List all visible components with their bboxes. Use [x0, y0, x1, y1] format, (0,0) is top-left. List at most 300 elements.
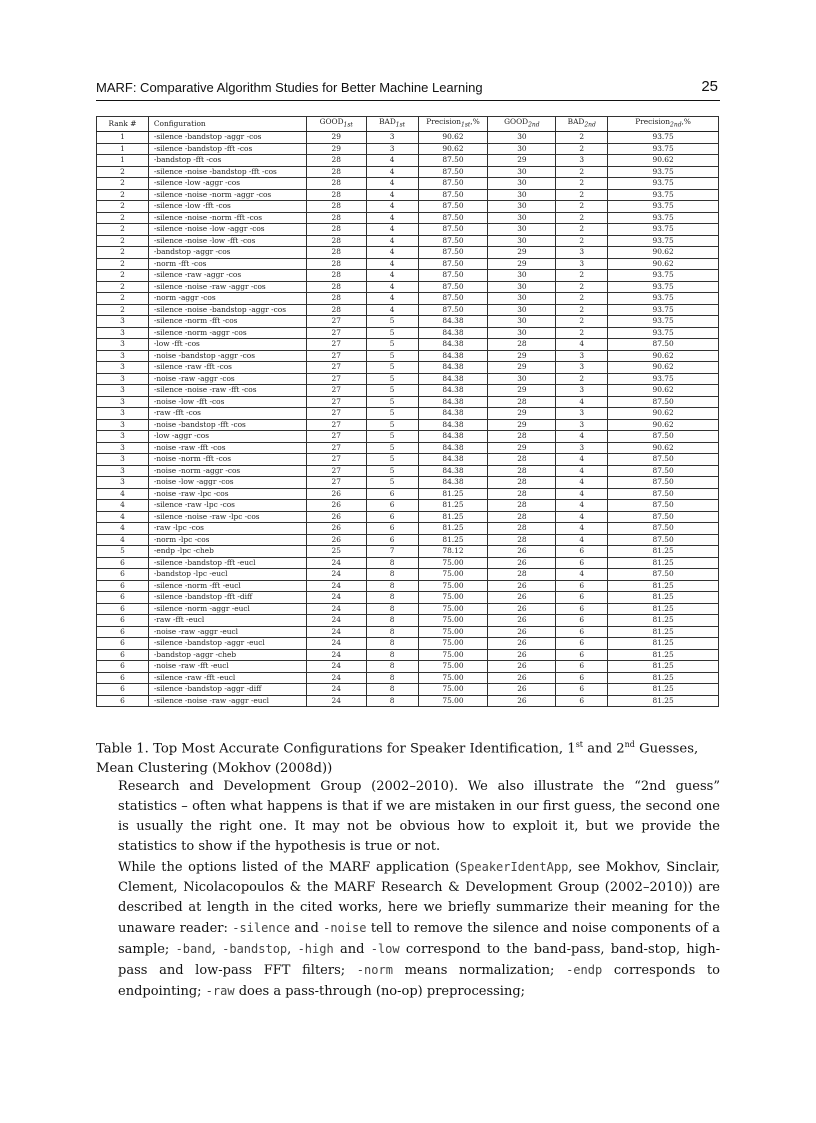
table-cell: -noise -raw -fft -eucl — [148, 661, 306, 673]
table-cell: 29 — [306, 132, 366, 144]
table-cell: 6 — [556, 695, 608, 707]
table-cell: 4 — [366, 155, 418, 167]
table-cell: 6 — [556, 557, 608, 569]
table-cell: 90.62 — [418, 143, 488, 155]
table-cell: 25 — [306, 546, 366, 558]
table-cell: 8 — [366, 569, 418, 581]
table-cell: 6 — [97, 649, 149, 661]
table-cell: 84.38 — [418, 419, 488, 431]
table-cell: 2 — [556, 304, 608, 316]
table-cell: 26 — [488, 672, 556, 684]
table-cell: 6 — [97, 580, 149, 592]
table-cell: -silence -bandstop -aggr -diff — [148, 684, 306, 696]
table-cell: 5 — [366, 385, 418, 397]
table-cell: 84.38 — [418, 454, 488, 466]
table-cell: 8 — [366, 557, 418, 569]
table-cell: 81.25 — [608, 661, 719, 673]
table-cell: 30 — [488, 224, 556, 236]
table-cell: 24 — [306, 684, 366, 696]
table-cell: -silence -noise -norm -fft -cos — [148, 212, 306, 224]
table-cell: 5 — [366, 339, 418, 351]
table-cell: -norm -lpc -cos — [148, 534, 306, 546]
table-cell: 28 — [488, 396, 556, 408]
table-cell: 6 — [556, 672, 608, 684]
table-cell: -endp -lpc -cheb — [148, 546, 306, 558]
table-cell: 30 — [488, 166, 556, 178]
table-cell: 30 — [488, 373, 556, 385]
table-cell: -bandstop -lpc -eucl — [148, 569, 306, 581]
table-cell: 4 — [366, 212, 418, 224]
paragraph: Research and Development Group (2002–2010). We also illustrate the “2nd guess” statistics – often what happens is that if we are mistaken in our first guess, the second one is usually the right one. It may not be obvious how to exploit it, but we provide the statistics to show if the hypothesis is true or not. — [118, 779, 720, 854]
table-cell: 26 — [488, 580, 556, 592]
table-cell: 3 — [97, 362, 149, 374]
table-cell: 28 — [488, 454, 556, 466]
table-row — [97, 247, 719, 259]
table-cell: 2 — [97, 247, 149, 259]
table-cell: 28 — [306, 212, 366, 224]
table-cell: 87.50 — [418, 247, 488, 259]
table-cell: 30 — [488, 132, 556, 144]
table-cell: 2 — [556, 189, 608, 201]
table-cell: 81.25 — [418, 488, 488, 500]
table-cell: 4 — [556, 488, 608, 500]
table-cell: 3 — [97, 442, 149, 454]
table-cell: 4 — [366, 258, 418, 270]
table-cell: 93.75 — [608, 178, 719, 190]
table-cell: 7 — [366, 546, 418, 558]
table-cell: 28 — [306, 281, 366, 293]
table-cell: 75.00 — [418, 626, 488, 638]
table-cell: 8 — [366, 580, 418, 592]
table-cell: -noise -bandstop -fft -cos — [148, 419, 306, 431]
table-row — [97, 523, 719, 535]
table-cell: 3 — [556, 247, 608, 259]
table-row — [97, 327, 719, 339]
table-cell: 28 — [488, 523, 556, 535]
table-cell: 27 — [306, 327, 366, 339]
table-cell: 4 — [556, 431, 608, 443]
table-cell: 3 — [366, 132, 418, 144]
table-cell: 26 — [488, 546, 556, 558]
table-cell: 30 — [488, 201, 556, 213]
table-cell: 2 — [556, 327, 608, 339]
table-row — [97, 511, 719, 523]
table-cell: 27 — [306, 408, 366, 420]
table-cell: 6 — [366, 523, 418, 535]
table-cell: 84.38 — [418, 442, 488, 454]
table-cell: 2 — [97, 201, 149, 213]
table-cell: 26 — [306, 500, 366, 512]
table-cell: 28 — [488, 500, 556, 512]
table-cell: 30 — [488, 327, 556, 339]
table-cell: 75.00 — [418, 672, 488, 684]
table-cell: 3 — [97, 465, 149, 477]
table-cell: 6 — [97, 592, 149, 604]
table-cell: 4 — [366, 224, 418, 236]
table-cell: 28 — [306, 270, 366, 282]
table-cell: -silence -noise -raw -lpc -cos — [148, 511, 306, 523]
table-body — [97, 132, 719, 707]
table-row — [97, 270, 719, 282]
col-header: $BAD_{1st}$ — [366, 117, 418, 132]
table-cell: 29 — [306, 143, 366, 155]
table-cell: 27 — [306, 373, 366, 385]
table-cell: 6 — [556, 603, 608, 615]
table-cell: 2 — [556, 235, 608, 247]
table-cell: 4 — [556, 500, 608, 512]
table-cell: 87.50 — [418, 235, 488, 247]
table-cell: 87.50 — [608, 339, 719, 351]
table-cell: 6 — [556, 580, 608, 592]
table-row — [97, 224, 719, 236]
table-cell: 93.75 — [608, 132, 719, 144]
table-cell: 2 — [556, 293, 608, 305]
table-cell: 6 — [556, 546, 608, 558]
table-row — [97, 189, 719, 201]
table-cell: 93.75 — [608, 224, 719, 236]
table-cell: 26 — [488, 626, 556, 638]
table-cell: 6 — [556, 638, 608, 650]
table-cell: 27 — [306, 431, 366, 443]
table-cell: 87.50 — [608, 511, 719, 523]
table-cell: -silence -bandstop -fft -diff — [148, 592, 306, 604]
table-cell: -noise -raw -fft -cos — [148, 442, 306, 454]
table-cell: 87.50 — [418, 258, 488, 270]
table-cell: 26 — [488, 615, 556, 627]
table-cell: 87.50 — [418, 201, 488, 213]
table-cell: 2 — [556, 178, 608, 190]
table-cell: 90.62 — [608, 350, 719, 362]
table-cell: -silence -noise -raw -aggr -eucl — [148, 695, 306, 707]
table-cell: 1 — [97, 132, 149, 144]
table-cell: 26 — [306, 534, 366, 546]
table-cell: 4 — [556, 465, 608, 477]
table-row — [97, 178, 719, 190]
table-cell: -silence -raw -lpc -cos — [148, 500, 306, 512]
table-cell: -silence -raw -fft -cos — [148, 362, 306, 374]
table-cell: 81.25 — [608, 649, 719, 661]
table-cell: 6 — [556, 649, 608, 661]
table-row — [97, 615, 719, 627]
table-cell: -silence -raw -aggr -cos — [148, 270, 306, 282]
table-cell: 4 — [556, 523, 608, 535]
table-cell: 28 — [488, 339, 556, 351]
table-cell: -raw -fft -eucl — [148, 615, 306, 627]
table-cell: 6 — [556, 592, 608, 604]
table-cell: 28 — [488, 431, 556, 443]
table-cell: 26 — [488, 603, 556, 615]
table-cell: 28 — [306, 293, 366, 305]
table-cell: 81.25 — [608, 672, 719, 684]
table-cell: 81.25 — [418, 523, 488, 535]
table-cell: 3 — [97, 339, 149, 351]
table-cell: 8 — [366, 661, 418, 673]
table-cell: 3 — [97, 327, 149, 339]
table-cell: 26 — [306, 488, 366, 500]
table-cell: 93.75 — [608, 143, 719, 155]
table-cell: 27 — [306, 419, 366, 431]
table-row — [97, 235, 719, 247]
table-cell: -low -aggr -cos — [148, 431, 306, 443]
table-row — [97, 362, 719, 374]
table-row — [97, 396, 719, 408]
table-cell: 28 — [306, 304, 366, 316]
table-cell: 81.25 — [418, 511, 488, 523]
table-cell: 28 — [488, 477, 556, 489]
table-cell: 30 — [488, 293, 556, 305]
table-cell: 6 — [366, 488, 418, 500]
table-cell: 8 — [366, 626, 418, 638]
table-cell: 26 — [488, 592, 556, 604]
table-cell: 3 — [97, 477, 149, 489]
table-cell: 30 — [488, 212, 556, 224]
table-cell: 1 — [97, 155, 149, 167]
table-row — [97, 166, 719, 178]
table-cell: 84.38 — [418, 350, 488, 362]
table-cell: 2 — [556, 132, 608, 144]
table-cell: 93.75 — [608, 304, 719, 316]
table-cell: 87.50 — [418, 224, 488, 236]
table-cell: -norm -aggr -cos — [148, 293, 306, 305]
table-cell: 5 — [366, 396, 418, 408]
table-cell: 4 — [366, 293, 418, 305]
table-cell: 30 — [488, 270, 556, 282]
table-cell: -raw -fft -cos — [148, 408, 306, 420]
table-cell: 6 — [97, 684, 149, 696]
col-header: Precision$_{1st}$,% — [418, 117, 488, 132]
table-cell: 6 — [97, 672, 149, 684]
table-cell: 29 — [488, 258, 556, 270]
table-cell: 28 — [306, 247, 366, 259]
table-row — [97, 477, 719, 489]
table-cell: -noise -raw -lpc -cos — [148, 488, 306, 500]
table-cell: 93.75 — [608, 281, 719, 293]
table-cell: 87.50 — [608, 488, 719, 500]
table-cell: -silence -noise -raw -aggr -cos — [148, 281, 306, 293]
table-cell: 26 — [306, 511, 366, 523]
table-cell: 3 — [97, 385, 149, 397]
table-row — [97, 442, 719, 454]
table-cell: 4 — [556, 339, 608, 351]
table-cell: 24 — [306, 557, 366, 569]
table-cell: 5 — [366, 316, 418, 328]
table-cell: 26 — [306, 523, 366, 535]
table-cell: 5 — [366, 373, 418, 385]
table-cell: -noise -bandstop -aggr -cos — [148, 350, 306, 362]
table-cell: 6 — [366, 500, 418, 512]
table-cell: 3 — [97, 454, 149, 466]
col-header: $BAD_{2nd}$ — [556, 117, 608, 132]
table-cell: 90.62 — [608, 247, 719, 259]
table-cell: 4 — [366, 281, 418, 293]
table-row — [97, 569, 719, 581]
table-cell: 8 — [366, 592, 418, 604]
table-cell: 29 — [488, 442, 556, 454]
table-cell: -silence -bandstop -aggr -eucl — [148, 638, 306, 650]
table-cell: 6 — [97, 661, 149, 673]
table-row — [97, 454, 719, 466]
table-cell: -bandstop -aggr -cheb — [148, 649, 306, 661]
table-cell: 4 — [97, 500, 149, 512]
table-cell: -silence -low -aggr -cos — [148, 178, 306, 190]
table-cell: 90.62 — [608, 362, 719, 374]
table-row — [97, 488, 719, 500]
running-head — [96, 78, 720, 101]
table-cell: 5 — [366, 419, 418, 431]
table-cell: 4 — [556, 477, 608, 489]
table-cell: -silence -noise -bandstop -aggr -cos — [148, 304, 306, 316]
table-cell: 2 — [97, 212, 149, 224]
table-cell: 4 — [97, 511, 149, 523]
table-cell: 81.25 — [608, 638, 719, 650]
table-cell: 84.38 — [418, 385, 488, 397]
table-cell: 6 — [556, 684, 608, 696]
table-cell: 84.38 — [418, 362, 488, 374]
table-cell: 8 — [366, 615, 418, 627]
table-cell: 90.62 — [418, 132, 488, 144]
table-cell: 2 — [556, 270, 608, 282]
table-cell: -silence -noise -low -fft -cos — [148, 235, 306, 247]
table-cell: 2 — [556, 224, 608, 236]
table-row — [97, 603, 719, 615]
table-cell: 3 — [97, 396, 149, 408]
table-cell: 93.75 — [608, 189, 719, 201]
table-cell: 87.50 — [418, 270, 488, 282]
table-cell: 27 — [306, 316, 366, 328]
table-row — [97, 592, 719, 604]
table-cell: 6 — [97, 603, 149, 615]
table-cell: -noise -norm -fft -cos — [148, 454, 306, 466]
table-cell: 75.00 — [418, 592, 488, 604]
table-cell: 8 — [366, 684, 418, 696]
table-cell: 27 — [306, 477, 366, 489]
table-row — [97, 212, 719, 224]
col-header: $GOOD_{1st}$ — [306, 117, 366, 132]
table-cell: 6 — [97, 695, 149, 707]
table-cell: 87.50 — [418, 293, 488, 305]
table-cell: 87.50 — [418, 212, 488, 224]
table-cell: 28 — [488, 488, 556, 500]
table-cell: 5 — [366, 442, 418, 454]
table-header-row — [97, 117, 719, 132]
table-cell: 75.00 — [418, 661, 488, 673]
table-cell: 6 — [97, 569, 149, 581]
table-cell: 81.25 — [608, 580, 719, 592]
table-row — [97, 143, 719, 155]
table-cell: 24 — [306, 569, 366, 581]
table-cell: 29 — [488, 385, 556, 397]
table-cell: 26 — [488, 684, 556, 696]
table-cell: -low -fft -cos — [148, 339, 306, 351]
table-cell: -silence -norm -aggr -cos — [148, 327, 306, 339]
table-cell: 28 — [488, 465, 556, 477]
table-cell: 24 — [306, 615, 366, 627]
table-row — [97, 339, 719, 351]
table-row — [97, 408, 719, 420]
col-header: Rank # — [97, 117, 149, 132]
table-cell: 2 — [97, 189, 149, 201]
table-cell: 2 — [556, 212, 608, 224]
table-cell: 4 — [366, 189, 418, 201]
table-cell: 81.25 — [608, 592, 719, 604]
table-cell: 4 — [366, 247, 418, 259]
table-cell: 4 — [366, 304, 418, 316]
table-cell: 4 — [366, 178, 418, 190]
table-cell: -noise -raw -aggr -cos — [148, 373, 306, 385]
table-cell: 29 — [488, 350, 556, 362]
table-cell: 87.50 — [608, 431, 719, 443]
table-cell: 2 — [97, 166, 149, 178]
table-cell: 3 — [556, 419, 608, 431]
table-row — [97, 661, 719, 673]
table-cell: 2 — [97, 258, 149, 270]
table-cell: 8 — [366, 649, 418, 661]
table-cell: 28 — [306, 258, 366, 270]
table-cell: 27 — [306, 350, 366, 362]
col-header: Configuration — [148, 117, 306, 132]
table-cell: -raw -lpc -cos — [148, 523, 306, 535]
table-cell: 28 — [488, 511, 556, 523]
table-cell: -silence -norm -fft -eucl — [148, 580, 306, 592]
table-cell: 30 — [488, 316, 556, 328]
table-cell: 27 — [306, 465, 366, 477]
table-cell: 26 — [488, 649, 556, 661]
table-row — [97, 293, 719, 305]
table-cell: 5 — [366, 408, 418, 420]
table-cell: 87.50 — [418, 304, 488, 316]
table-cell: -silence -noise -norm -aggr -cos — [148, 189, 306, 201]
col-header: $GOOD_{2nd}$ — [488, 117, 556, 132]
table-cell: 84.38 — [418, 396, 488, 408]
table-cell: 4 — [97, 488, 149, 500]
table-cell: 27 — [306, 396, 366, 408]
table-cell: 2 — [556, 201, 608, 213]
table-cell: -silence -norm -aggr -eucl — [148, 603, 306, 615]
table-cell: 2 — [97, 293, 149, 305]
table-cell: -silence -low -fft -cos — [148, 201, 306, 213]
table-row — [97, 546, 719, 558]
table-row — [97, 465, 719, 477]
table-cell: 24 — [306, 672, 366, 684]
table-cell: 87.50 — [418, 155, 488, 167]
table-cell: 2 — [97, 304, 149, 316]
table-cell: 6 — [366, 534, 418, 546]
table-cell: 4 — [97, 523, 149, 535]
table-cell: 1 — [97, 143, 149, 155]
table-cell: 3 — [97, 408, 149, 420]
table-cell: 28 — [306, 224, 366, 236]
table-row — [97, 132, 719, 144]
table-cell: 24 — [306, 638, 366, 650]
table-row — [97, 626, 719, 638]
table-cell: 78.12 — [418, 546, 488, 558]
table-row — [97, 155, 719, 167]
table-cell: 84.38 — [418, 316, 488, 328]
table-cell: 24 — [306, 592, 366, 604]
table-cell: 5 — [366, 465, 418, 477]
table-cell: 84.38 — [418, 327, 488, 339]
table-cell: 93.75 — [608, 293, 719, 305]
table-cell: -silence -noise -raw -fft -cos — [148, 385, 306, 397]
table-cell: 84.38 — [418, 373, 488, 385]
table-cell: 81.25 — [608, 684, 719, 696]
table-row — [97, 672, 719, 684]
table-cell: 75.00 — [418, 580, 488, 592]
table-cell: 6 — [97, 615, 149, 627]
table-cell: 29 — [488, 408, 556, 420]
table-cell: 4 — [556, 511, 608, 523]
table-cell: -silence -norm -fft -cos — [148, 316, 306, 328]
